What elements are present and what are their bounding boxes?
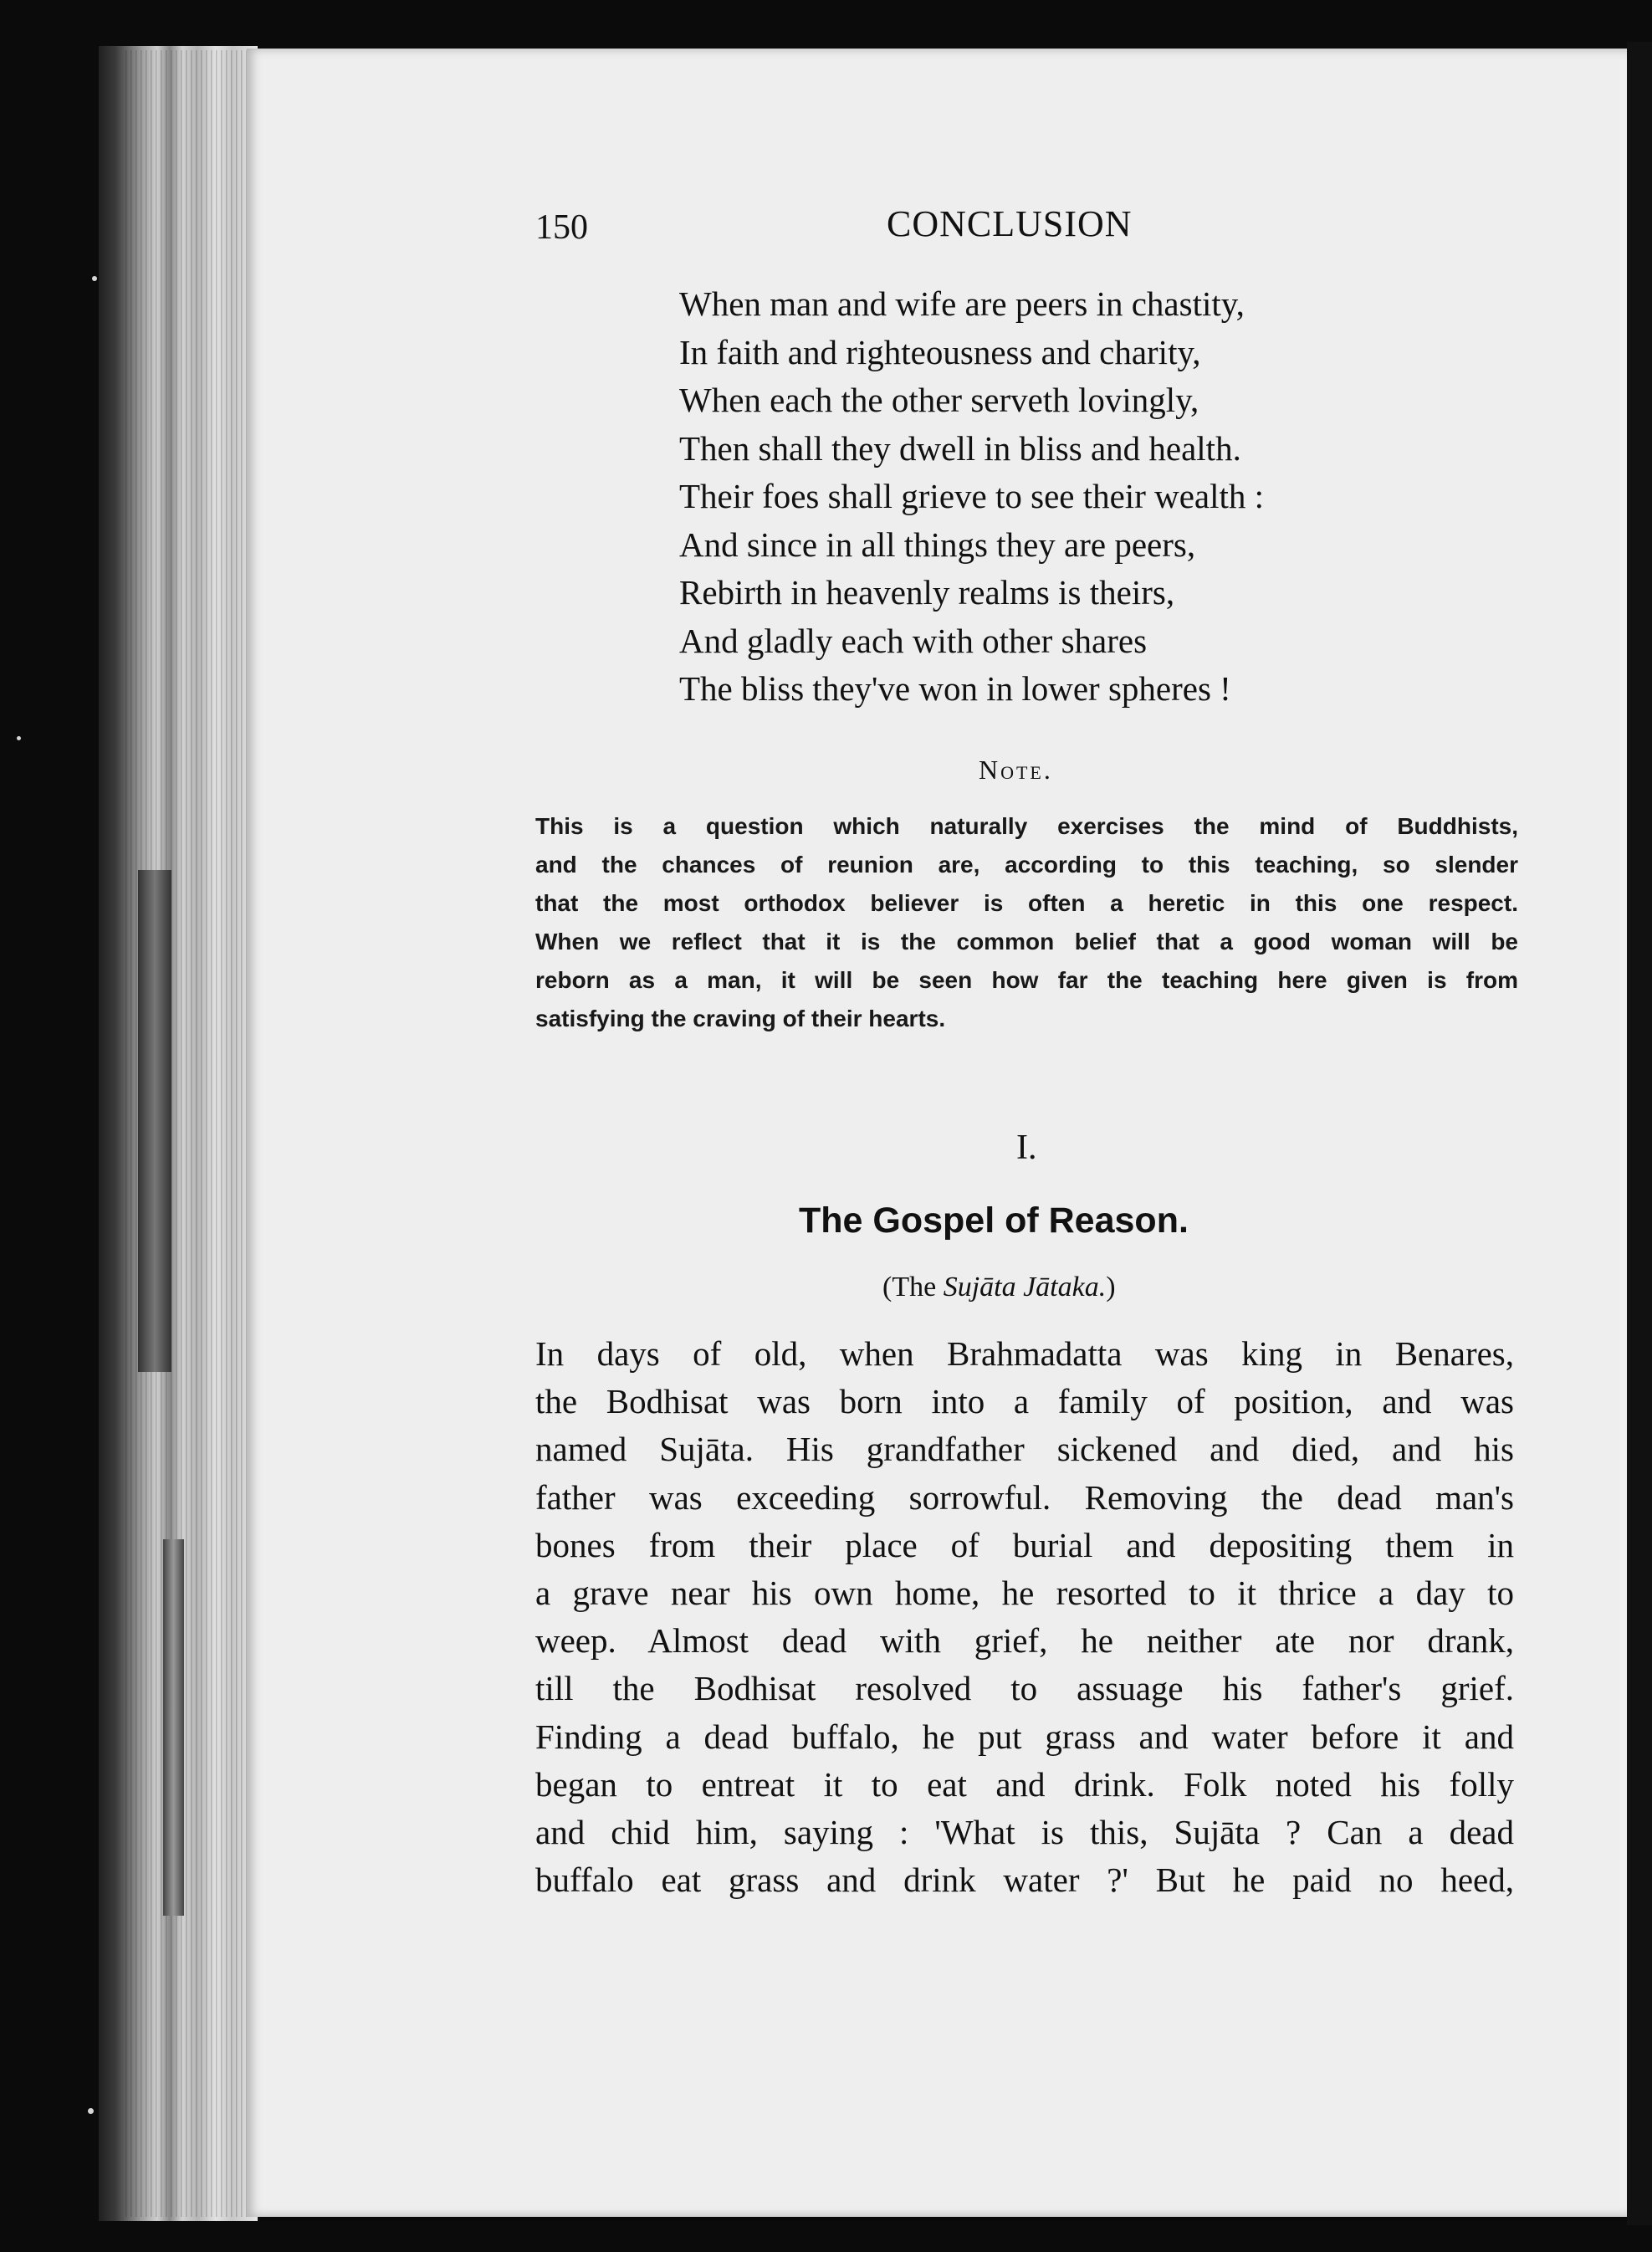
scan-speck [92,276,97,281]
running-title: CONCLUSION [887,203,1133,244]
body-line: and chid him, saying : 'What is this, Sujāta ? Can a dead [535,1812,1514,1851]
subtitle-prefix: (The [882,1272,944,1303]
poem-line: Rebirth in heavenly realms is theirs, [679,573,1175,612]
body-line: named Sujāta. His grandfather sickened and died, and his [535,1430,1514,1469]
body-text [535,1330,1514,1904]
poem-line: And since in all things they are peers, [679,525,1196,564]
subtitle-suffix: ) [1106,1272,1116,1303]
poem-line: When each the other serveth lovingly, [679,381,1199,419]
body-line: father was exceeding sorrowful. Removing the dead man's [535,1477,1514,1517]
note-heading: Note. [979,755,1053,785]
poem [679,280,1264,714]
body-line: Finding a dead buffalo, he put grass and water before it and [535,1717,1514,1756]
page-number: 150 [535,208,588,247]
body-line: a grave near his own home, he resorted to it thrice a day to [535,1573,1514,1612]
poem-line: In faith and righteousness and charity, [679,332,1201,371]
note-line: and the chances of reunion are, according to this teaching, so slender [535,852,1518,878]
body-line: bones from their place of burial and depositing them in [535,1525,1514,1564]
page-right-shadow [1627,42,1652,2225]
poem-line: The bliss they've won in lower spheres ! [679,669,1231,708]
scan-speck [88,2108,94,2114]
section-number: I. [1016,1129,1037,1167]
section-subtitle [882,1272,1116,1303]
note-line: This is a question which naturally exercises the mind of Buddhists, [535,813,1518,839]
note-line: that the most orthodox believer is often a heretic in this one respect. [535,890,1518,916]
poem-line: And gladly each with other shares [679,621,1148,660]
note-line: reborn as a man, it will be seen how far the teaching here given is from [535,967,1518,993]
subtitle-italic: Sujāta Jātaka. [943,1272,1107,1303]
body-line: weep. Almost dead with grief, he neither ate nor drank, [535,1621,1514,1661]
binding-shadow [163,1539,184,1916]
note-line: When we reflect that it is the common belief that a good woman will be [535,929,1518,955]
note-line: satisfying the craving of their hearts. [535,1006,946,1031]
body-line: the Bodhisat was born into a family of position, and was [535,1382,1514,1421]
binding-shadow [138,870,171,1372]
body-line: began to entreat it to eat and drink. Folk noted his folly [535,1764,1514,1804]
poem-line: When man and wife are peers in chastity, [679,284,1245,323]
section-title: The Gospel of Reason. [799,1200,1189,1241]
body-line: In days of old, when Brahmadatta was king in Benares, [535,1334,1514,1373]
body-line: buffalo eat grass and drink water ?' But he paid no heed, [535,1860,1514,1900]
poem-line: Their foes shall grieve to see their wealth : [679,477,1265,515]
poem-line: Then shall they dwell in bliss and health. [679,428,1241,468]
note-body [535,807,1518,1038]
body-line: till the Bodhisat resolved to assuage his father's grief. [535,1669,1514,1708]
scan-speck [17,736,21,740]
